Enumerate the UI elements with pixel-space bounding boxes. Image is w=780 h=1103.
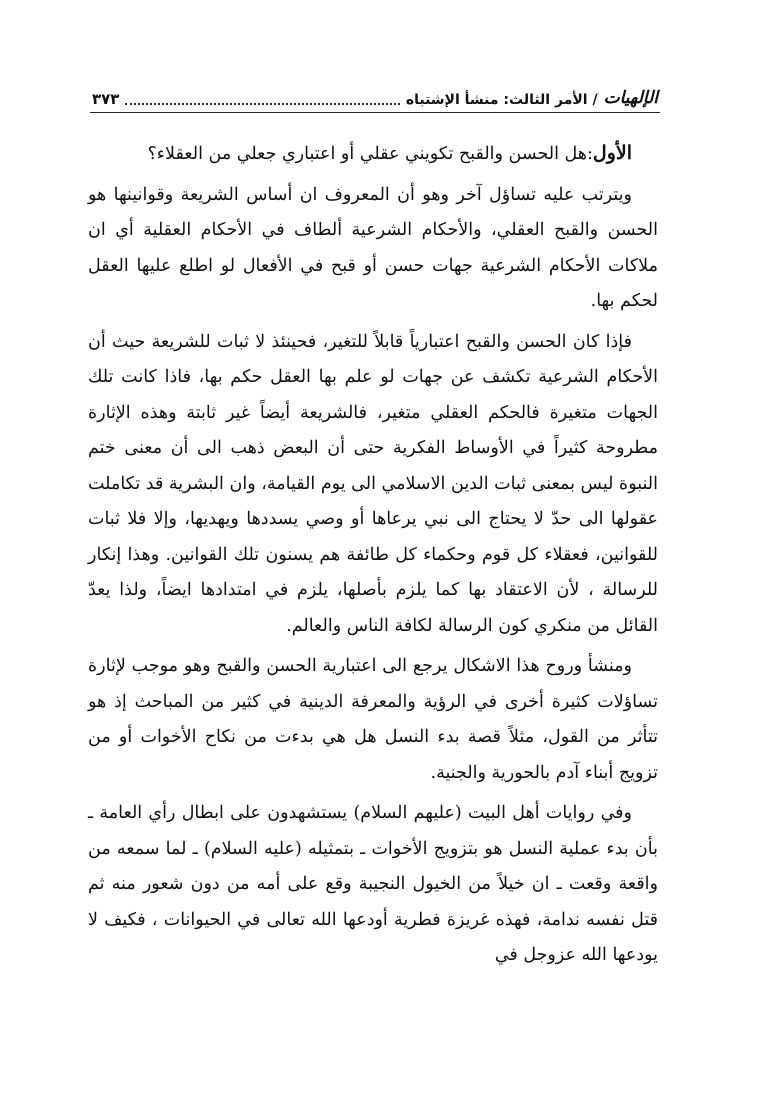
paragraph-text: فإذا كان الحسن والقبح اعتبارياً قابلاً للتغير، فحينئذ لا ثبات للشريعة حيث أن الأحكام الشرعية تكشف عن جهات لو علم بها العقل حكم بها، فاذا كانت تلك الجهات متغيرة فالحكم العقلي متغير، فالشريعة أيضاً غير ثابتة وهذه الإثارة مطروحة كثيراً في الأوساط الفكرية حتى أن البعض ذهب الى أن معنى ختم النبوة ليس بمعنى ثبات الدين الاسلامي الى يوم القيامة، وان البشرية قد تكاملت عقولها الى حدّ لا يحتاج الى نبي يرعاها أو وصي يسددها ويهديها، وإلا فلا ثبات للقوانين، فعقلاء كل قوم وحكماء كل طائفة هم يسنون تلك القوانين. وهذا إنكار للرسالة ، لأن الاعتقاد بها كما يلزم بأصلها، يلزم في امتدادها ايضاً، ولذا يعدّ القائل من منكري كون الرسالة لكافة الناس والعالم. <box>88 331 658 636</box>
paragraph-text: وفي روايات أهل البيت (عليهم السلام) يستشهدون على ابطال رأي العامة ـ بأن بدء عملية النسل هو بتزويج الأخوات ـ بتمثيله (عليه السلام) ـ لما سمعه من واقعة وقعت ـ ان خيلاً من الخيول النجيبة وقع على أمه من دون شعور منه ثم قتل نفسه ندامة، فهذه غريزة فطرية أودعها الله تعالى في الحيوانات ، فكيف لا يودعها الله عزوجل في <box>88 803 658 965</box>
page-header <box>92 74 658 108</box>
paragraph-5 <box>88 796 658 974</box>
body-text <box>88 136 658 979</box>
paragraph-2 <box>88 178 658 320</box>
paragraph-text: :هل الحسن والقبح تكويني عقلي أو اعتباري جعلي من العقلاء؟ <box>147 144 593 164</box>
paragraph-3 <box>88 325 658 645</box>
paragraph-4 <box>88 649 658 791</box>
header-leader-dots <box>125 103 399 105</box>
header-rule <box>90 112 660 113</box>
paragraph-text: ومنشأ وروح هذا الاشكال يرجع الى اعتبارية الحسن والقبح وهو موجب لإثارة تساؤلات كثيرة أخرى في الرؤية والمعرفة الدينية في كثير من المباحث إذ هو تتأثر من القول، مثلاً قصة بدء النسل هل هي بدءت من نكاح الأخوات أو من تزويج أبناء آدم بالحورية والجنية. <box>88 656 658 783</box>
paragraph-1 <box>88 136 658 173</box>
page-number: ٣٧٣ <box>92 90 120 108</box>
paragraph-text: ويترتب عليه تساؤل آخر وهو أن المعروف ان أساس الشريعة وقوانينها هو الحسن والقبح العقلي، والأحكام الشرعية ألطاف في الأحكام العقلية أي ان ملاكات الأحكام الشرعية جهات حسن أو قبح في الأفعال لو اطلع عليها العقل لحكم بها. <box>88 184 658 311</box>
paragraph-lead: الأول <box>592 142 632 164</box>
header-title-group <box>406 88 658 108</box>
book-logo: الإلهيات <box>603 88 658 108</box>
running-title: / الأمر الثالث: منشأ الإشتباه <box>405 92 598 108</box>
